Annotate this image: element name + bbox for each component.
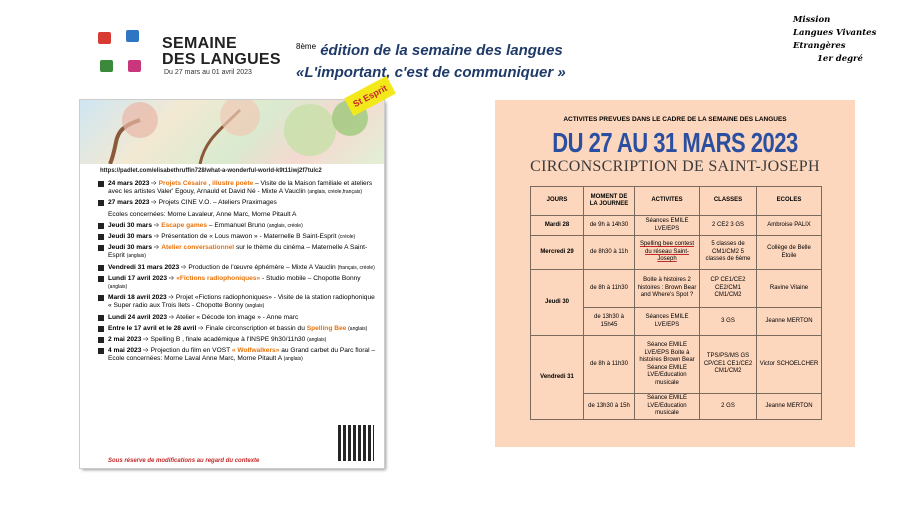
edition-title bbox=[296, 42, 563, 59]
item-language-note: (anglais, créole,français) bbox=[307, 189, 363, 196]
table-row bbox=[531, 336, 822, 394]
list-item bbox=[98, 325, 378, 333]
arrow-icon: ➩ bbox=[153, 221, 160, 229]
item-language-note: (anglais) bbox=[307, 337, 327, 344]
logo-title-line2: DES LANGUES bbox=[162, 51, 281, 68]
table-row bbox=[531, 236, 822, 270]
item-date: Mardi 18 avril 2023 bbox=[108, 294, 167, 302]
poster-photo bbox=[80, 100, 384, 164]
list-item bbox=[98, 314, 378, 322]
item-text: - Studio mobile – Chopotte Bonny bbox=[261, 274, 361, 282]
activity-cell: Séance EMILE LVE/EPS Boite à histoires Brown Bear Séance EMILE LVE/Education musicale bbox=[635, 336, 700, 394]
school-cell: Victor SCHOELCHER bbox=[757, 336, 822, 394]
list-item bbox=[98, 233, 378, 241]
arrow-icon: ➩ bbox=[180, 263, 187, 271]
day-cell: Jeudi 30 bbox=[531, 270, 584, 336]
moment-cell: de 13h30 à 15h bbox=[584, 394, 635, 420]
bullet-icon bbox=[98, 295, 104, 301]
list-item bbox=[98, 199, 378, 207]
bullet-icon bbox=[98, 276, 104, 282]
col-classes: CLASSES bbox=[700, 187, 757, 216]
activity-cell: Séances EMILE LVE/EPS bbox=[635, 308, 700, 336]
list-item bbox=[98, 211, 378, 219]
classes-cell: 3 GS bbox=[700, 308, 757, 336]
list-item bbox=[98, 294, 378, 310]
list-item bbox=[98, 264, 378, 272]
list-item bbox=[98, 336, 378, 344]
item-text: Projet «Fictions radiophoniques» - Visite de la station radiophonique « Super radio aux Trois Ilets - Chopotte Bonny bbox=[108, 294, 375, 310]
day-cell: Vendredi 31 bbox=[531, 336, 584, 420]
schedule-card bbox=[495, 100, 855, 447]
list-item bbox=[98, 180, 378, 196]
item-language-note: (anglais, créole) bbox=[267, 222, 303, 229]
list-item bbox=[98, 222, 378, 230]
item-date: 27 mars 2023 bbox=[108, 199, 150, 207]
item-text: Ecoles concernées: Morne Lavaleur, Anne Marc, Morne Pitault A bbox=[108, 210, 297, 218]
arrow-icon: ➩ bbox=[151, 199, 157, 207]
slogan: «L'important, c'est de communiquer » bbox=[296, 64, 566, 81]
mission-block bbox=[793, 14, 876, 66]
moment-cell: de 8h à 11h30 bbox=[584, 270, 635, 308]
item-date: Lundi 24 avril 2023 bbox=[108, 313, 168, 321]
activity-cell: Spelling bee contest du réseau Saint-Joseph bbox=[635, 236, 700, 270]
day-cell: Mercredi 29 bbox=[531, 236, 584, 270]
item-text: sur le thème du cinéma – Maternelle A Saint-Esprit bbox=[108, 244, 368, 260]
item-text: Finale circonscription et bassin du bbox=[205, 324, 307, 332]
item-date: Jeudi 30 mars bbox=[108, 221, 152, 229]
item-language-note: (anglais) bbox=[108, 284, 128, 291]
item-highlight: Spelling Bee bbox=[306, 324, 347, 332]
arrow-icon: ➩ bbox=[143, 347, 149, 355]
item-date: Entre le 17 avril et le 28 avril bbox=[108, 324, 197, 332]
school-cell: Ambroise PALIX bbox=[757, 216, 822, 236]
table-row bbox=[531, 216, 822, 236]
item-date: Jeudi 30 mars bbox=[108, 233, 152, 241]
item-highlight: « Wolfwalkers» bbox=[231, 347, 280, 355]
moment-cell: de 9h à 14h30 bbox=[584, 216, 635, 236]
classes-cell: 2 CE2 3 GS bbox=[700, 216, 757, 236]
list-item bbox=[98, 347, 378, 363]
moment-cell: de 8h30 à 11h bbox=[584, 236, 635, 270]
mission-line4: 1er degré bbox=[817, 54, 863, 64]
schedule-circonscription: CIRCONSCRIPTION DE SAINT-JOSEPH bbox=[530, 158, 820, 175]
school-cell: Collège de Belle Etoile bbox=[757, 236, 822, 270]
bullet-icon bbox=[98, 234, 104, 240]
poster-event-list bbox=[98, 180, 378, 367]
bullet-icon bbox=[98, 315, 104, 321]
item-date: Jeudi 30 mars bbox=[108, 244, 152, 252]
bullet-icon bbox=[98, 181, 104, 187]
bullet-icon bbox=[98, 200, 104, 206]
schedule-dates: DU 27 AU 31 MARS 2023 bbox=[552, 126, 798, 158]
col-moment: MOMENT DE LA JOURNEE bbox=[584, 187, 635, 216]
bullet-icon bbox=[98, 245, 104, 251]
item-text: Projets CINE V.O. – Ateliers Praximages bbox=[158, 199, 277, 207]
st-esprit-tag: St Esprit bbox=[344, 76, 396, 116]
item-date: 2 mai 2023 bbox=[108, 336, 142, 344]
item-date: Vendredi 31 mars 2023 bbox=[108, 263, 180, 271]
activity-cell: Séance EMILE LVE/Education musicale bbox=[635, 394, 700, 420]
schedule-header-row bbox=[531, 187, 822, 216]
classes-cell: CP CE1/CE2 CE2/CM1 CM1/CM2 bbox=[700, 270, 757, 308]
school-cell: Jeanne MERTON bbox=[757, 308, 822, 336]
arrow-icon: ➩ bbox=[153, 233, 160, 241]
list-item bbox=[98, 244, 378, 260]
bullet-icon bbox=[98, 265, 104, 271]
edition-number: 8ème bbox=[296, 42, 317, 51]
item-text: au Grand carbet du Parc floral – Ecole concernées: Morne Laval Anne Marc, Morne Pitault A bbox=[108, 347, 376, 363]
item-text: Spelling B , finale académique à l'INSPE 9h30/11h30 bbox=[150, 336, 306, 344]
arrow-icon: ➩ bbox=[168, 274, 175, 282]
moment-cell: de 13h30 à 15h45 bbox=[584, 308, 635, 336]
item-text: Présentation de « Lous mawon » - Maternelle B Saint-Esprit bbox=[161, 233, 337, 241]
bullet-icon bbox=[98, 223, 104, 229]
poster-footer-note: Sous réserve de modifications au regard du contexte bbox=[108, 458, 260, 464]
logo-square-blue bbox=[126, 30, 139, 42]
logo-square-pink bbox=[128, 60, 141, 72]
item-language-note: (anglais) bbox=[126, 253, 146, 260]
item-text: – Emmanuel Bruno bbox=[208, 221, 266, 229]
activity-cell: Séances EMILE LVE/EPS bbox=[635, 216, 700, 236]
item-date: Lundi 17 avril 2023 bbox=[108, 274, 168, 282]
qr-code bbox=[338, 425, 374, 461]
school-cell: Jeanne MERTON bbox=[757, 394, 822, 420]
bullet-icon bbox=[98, 337, 104, 343]
item-text-prefix: Projection du film en VOST bbox=[150, 347, 232, 355]
item-text: Production de l'œuvre éphémère – Mixte A Vauclin bbox=[188, 263, 336, 271]
bullet-icon bbox=[98, 348, 104, 354]
mission-line2: Langues Vivantes bbox=[793, 28, 877, 38]
day-cell: Mardi 28 bbox=[531, 216, 584, 236]
school-cell: Ravine Vilaine bbox=[757, 270, 822, 308]
semaine-logo bbox=[96, 30, 156, 80]
classes-cell: TPS/PS/MS GS CP/CE1 CE1/CE2 CM1/CM2 bbox=[700, 336, 757, 394]
logo-square-green bbox=[100, 60, 113, 72]
padlet-link[interactable]: https://padlet.com/elisabethruffin728/what-a-wonderful-world-k9t11iwj2f7tulc2 bbox=[100, 168, 322, 174]
table-row bbox=[531, 270, 822, 308]
schedule-heading: ACTIVITES PREVUES DANS LE CADRE DE LA SEMAINE DES LANGUES bbox=[563, 116, 787, 123]
item-highlight: Projets Césaire , illustre poète bbox=[158, 180, 254, 187]
mission-line3: Etrangères bbox=[793, 41, 846, 51]
schedule-table bbox=[530, 186, 822, 420]
col-ecoles: ECOLES bbox=[757, 187, 822, 216]
item-highlight: Atelier conversationnel bbox=[161, 244, 235, 252]
bullet-icon bbox=[98, 326, 104, 332]
arrow-icon: ➩ bbox=[168, 294, 175, 302]
classes-cell: 2 GS bbox=[700, 394, 757, 420]
col-activites: ACTIVITES bbox=[635, 187, 700, 216]
list-item bbox=[98, 275, 378, 291]
item-language-note: (anglais) bbox=[283, 356, 303, 363]
arrow-icon: ➩ bbox=[198, 324, 204, 332]
item-language-note: (créole) bbox=[338, 234, 356, 241]
item-highlight: «Fictions radiophoniques» bbox=[176, 274, 261, 282]
item-date: 24 mars 2023 bbox=[108, 180, 150, 187]
mission-line1: Mission bbox=[793, 15, 831, 25]
logo-title-line1: SEMAINE bbox=[162, 35, 237, 52]
col-jours: JOURS bbox=[531, 187, 584, 216]
program-poster bbox=[80, 100, 384, 468]
arrow-icon: ➩ bbox=[168, 313, 175, 321]
item-language-note: (anglais) bbox=[348, 325, 368, 332]
item-language-note: (anglais) bbox=[245, 303, 265, 310]
item-text: – Visite de la Maison familiale et ateliers avec les artistes Valer' Egouy, Arnauld et David Né - Mixte A Vauclin bbox=[108, 180, 373, 196]
activity-cell: Boite à histoires 2 histoires : Brown Bear and Where's Spot ? bbox=[635, 270, 700, 308]
logo-subtitle: Du 27 mars au 01 avril 2023 bbox=[164, 69, 252, 76]
tree-illustration bbox=[80, 100, 384, 164]
bullet-icon bbox=[98, 212, 104, 218]
item-text: Atelier « Décode ton image » - Anne marc bbox=[175, 313, 299, 321]
edition-text: édition de la semaine des langues bbox=[320, 42, 563, 59]
logo-square-red bbox=[98, 32, 111, 44]
item-highlight: Escape games bbox=[161, 221, 208, 229]
arrow-icon: ➩ bbox=[143, 336, 149, 344]
item-language-note: (français, créole) bbox=[337, 264, 375, 271]
arrow-icon: ➩ bbox=[153, 244, 160, 252]
item-date: 4 mai 2023 bbox=[108, 347, 142, 355]
arrow-icon: ➩ bbox=[151, 180, 157, 187]
classes-cell: 5 classes de CM1/CM2 5 classes de 6ème bbox=[700, 236, 757, 270]
moment-cell: de 8h à 11h30 bbox=[584, 336, 635, 394]
